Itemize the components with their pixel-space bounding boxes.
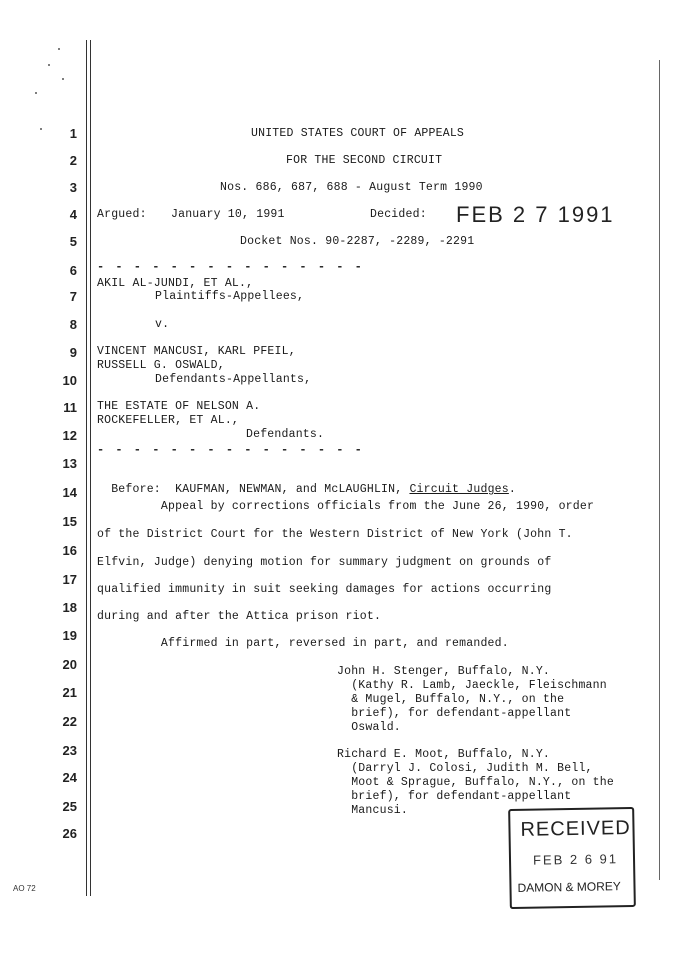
line-number: 10 xyxy=(62,373,77,388)
line-number: 5 xyxy=(69,234,77,249)
line-number: 8 xyxy=(69,317,77,332)
decided-label: Decided: xyxy=(370,208,427,221)
summary-line: during and after the Attica prison riot. xyxy=(97,610,382,623)
argued-label: Argued: xyxy=(97,208,147,221)
panel-line xyxy=(97,470,516,496)
defendants-line-2: RUSSELL G. OSWALD, xyxy=(97,359,225,372)
counsel-line: brief), for defendant-appellant xyxy=(337,790,572,803)
line-number: 4 xyxy=(69,207,77,222)
counsel-line: John H. Stenger, Buffalo, N.Y. xyxy=(337,665,551,678)
caption-dash-rule-bottom: - - - - - - - - - - - - - - - xyxy=(97,443,364,457)
scan-speck xyxy=(40,128,42,130)
line-number: 13 xyxy=(62,456,77,471)
plaintiffs-name: AKIL AL-JUNDI, ET AL., xyxy=(97,277,254,290)
line-number: 15 xyxy=(62,514,77,529)
summary-line: qualified immunity in suit seeking damages for actions occurring xyxy=(97,583,552,596)
panel-end: . xyxy=(508,483,516,496)
decided-date-stamp: FEB 2 7 1991 xyxy=(456,202,615,227)
circuit-name: FOR THE SECOND CIRCUIT xyxy=(286,154,443,167)
line-number: 20 xyxy=(62,657,77,672)
line-number: 3 xyxy=(69,180,77,195)
received-stamp xyxy=(508,807,636,909)
estate-role: Defendants. xyxy=(246,428,325,441)
form-number: AO 72 xyxy=(13,884,36,893)
counsel-line: Oswald. xyxy=(337,721,401,734)
line-number: 11 xyxy=(63,400,77,415)
line-number: 2 xyxy=(69,153,77,168)
counsel-line: Mancusi. xyxy=(337,804,409,817)
court-name: UNITED STATES COURT OF APPEALS xyxy=(251,127,465,140)
summary-line: Elfvin, Judge) denying motion for summary judgment on grounds of xyxy=(97,556,552,569)
line-number: 18 xyxy=(62,600,77,615)
line-number: 23 xyxy=(62,743,77,758)
left-margin-rule-inner xyxy=(90,40,91,896)
summary-line: of the District Court for the Western District of New York (John T. xyxy=(97,528,573,541)
counsel-line: Moot & Sprague, Buffalo, N.Y., on the xyxy=(337,776,614,789)
argued-date: January 10, 1991 xyxy=(171,208,285,221)
line-number: 1 xyxy=(69,126,77,141)
stamp-date: FEB 2 6 91 xyxy=(532,851,619,868)
counsel-line: brief), for defendant-appellant xyxy=(337,707,572,720)
scan-speck xyxy=(62,78,64,80)
right-margin-rule xyxy=(659,60,660,880)
scan-speck xyxy=(48,64,50,66)
line-number: 14 xyxy=(62,485,77,500)
caption-dash-rule-top: - - - - - - - - - - - - - - - xyxy=(97,260,364,274)
line-number: 12 xyxy=(62,428,77,443)
summary-line: Appeal by corrections officials from the June 26, 1990, order xyxy=(97,500,595,513)
line-number: 21 xyxy=(62,685,77,700)
line-number: 19 xyxy=(62,628,77,643)
stamp-title: RECEIVED xyxy=(520,816,631,841)
line-number: 26 xyxy=(62,826,77,841)
line-number: 25 xyxy=(62,799,77,814)
case-numbers-term: Nos. 686, 687, 688 - August Term 1990 xyxy=(220,181,483,194)
panel-title: Circuit Judges xyxy=(409,483,509,496)
line-number: 9 xyxy=(69,345,77,360)
panel-prefix: Before: KAUFMAN, NEWMAN, and McLAUGHLIN, xyxy=(111,483,410,496)
versus: v. xyxy=(155,318,170,331)
defendants-role: Defendants-Appellants, xyxy=(155,373,312,386)
plaintiffs-role: Plaintiffs-Appellees, xyxy=(155,290,305,303)
docket-numbers: Docket Nos. 90-2287, -2289, -2291 xyxy=(240,235,475,248)
line-number: 17 xyxy=(62,572,77,587)
line-number: 7 xyxy=(69,289,77,304)
scan-speck xyxy=(35,92,37,94)
counsel-line: Richard E. Moot, Buffalo, N.Y. xyxy=(337,748,551,761)
counsel-line: & Mugel, Buffalo, N.Y., on the xyxy=(337,693,565,706)
defendants-line-1: VINCENT MANCUSI, KARL PFEIL, xyxy=(97,345,296,358)
disposition: Affirmed in part, reversed in part, and remanded. xyxy=(97,637,509,650)
scan-speck xyxy=(58,48,60,50)
line-number: 16 xyxy=(62,543,77,558)
estate-line-1: THE ESTATE OF NELSON A. xyxy=(97,400,261,413)
counsel-line: (Darryl J. Colosi, Judith M. Bell, xyxy=(337,762,593,775)
line-number: 22 xyxy=(62,714,77,729)
line-number: 6 xyxy=(69,263,77,278)
counsel-line: (Kathy R. Lamb, Jaeckle, Fleischmann xyxy=(337,679,607,692)
estate-line-2: ROCKEFELLER, ET AL., xyxy=(97,414,240,427)
left-margin-rule-outer xyxy=(86,40,87,896)
stamp-firm: DAMON & MOREY xyxy=(517,879,621,895)
line-number: 24 xyxy=(62,770,77,785)
